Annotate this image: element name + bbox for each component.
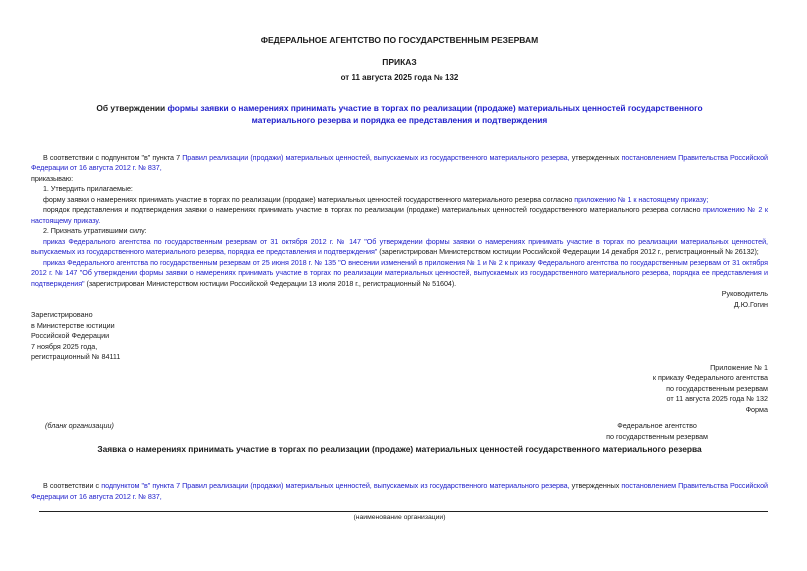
paragraph-item-1b: [31, 205, 768, 226]
order-subject: [31, 102, 768, 126]
signature-line: Руководитель: [721, 289, 768, 298]
paragraph-prikaz: [31, 174, 768, 185]
text-run: порядок представления и подтверждения заявки о намерениях принимать участие в торгах по реализации (продаже) материальных ценностей государственного материального резерва согласно: [43, 205, 704, 214]
signature-block: [31, 289, 768, 310]
form-agency-block: [606, 421, 708, 442]
doc-link[interactable]: приложению № 2 к настоящему приказу.: [31, 205, 768, 225]
text-run: утвержденных: [569, 152, 622, 162]
paragraph-item-2a: [31, 237, 768, 258]
form-header: [31, 421, 768, 442]
appendix-line: от 11 августа 2025 года № 132: [666, 394, 768, 403]
appendix-line: к приказу Федерального агентства: [652, 373, 768, 382]
paragraph-item-2b: [31, 258, 768, 290]
text-run: (зарегистрирован Министерством юстиции Российской Федерации 13 июля 2018 г., регистрационный № 51604).: [84, 278, 457, 288]
order-type: ПРИКАЗ: [382, 56, 417, 67]
text-run: В соответствии с: [43, 481, 102, 490]
doc-link[interactable]: приказ Федерального агентства по государственным резервам от 25 июня 2018 г. № 135 "О внесении изменений в приложения № 1 и № 2 к приказу Федерального агентства по государственным резервам от 31 октября 2012 г. № 147 "Об утверждении формы заявки о намерениях принимать участие в торгах по реализации материальных ценностей, выпускаемых из государственного материального резерва, порядка ее представления и подтверждения": [31, 257, 768, 288]
appendix-line: Приложение № 1: [710, 362, 768, 372]
org-name-underline: [39, 511, 768, 512]
text-run: утвержденных: [569, 481, 622, 490]
doc-link[interactable]: формы заявки о намерениях принимать участие в торгах по реализации (продаже) материальных ценностей государственного материального резерва и порядка ее представления и подтверждения: [167, 102, 703, 125]
registration-line: Российской Федерации: [31, 331, 110, 340]
doc-link[interactable]: Правил реализации (продажи) материальных ценностей, выпускаемых из государственного материального резерва,: [182, 152, 570, 162]
registration-line: в Министерстве юстиции: [31, 320, 115, 330]
blank-org-label: (бланк организации): [45, 421, 114, 430]
paragraph-legal-basis: [31, 153, 768, 174]
text-run: 1. Утвердить прилагаемые:: [43, 184, 133, 193]
agency-header: ФЕДЕРАЛЬНОЕ АГЕНТСТВО ПО ГОСУДАРСТВЕННЫМ РЕЗЕРВАМ: [260, 35, 539, 45]
doc-link[interactable]: приложению № 1 к настоящему приказу;: [574, 194, 709, 204]
doc-link[interactable]: постановлением Правительства Российской Федерации от 16 августа 2012 г. № 837,: [31, 152, 768, 172]
registration-line: Зарегистрировано: [31, 310, 93, 319]
doc-link[interactable]: подпунктом "в" пункта 7 Правил реализации (продажи) материальных ценностей, выпускаемых из государственного материального резерва,: [101, 481, 570, 490]
doc-link[interactable]: постановлением Правительства Российской Федерации от 16 августа 2012 г. № 837,: [31, 481, 768, 501]
appendix-line: по государственным резервам: [666, 383, 768, 393]
org-name-caption: (наименование организации): [353, 514, 446, 521]
appendix-block: [31, 363, 768, 416]
text-run: В соответствии с подпунктом "в" пункта 7: [43, 152, 183, 162]
appendix-line: Форма: [745, 404, 768, 414]
order-body: [31, 153, 768, 290]
text-run: Об утверждении: [96, 102, 168, 113]
text-run: (зарегистрирован Министерством юстиции Российской Федерации 14 декабря 2012 г., регистрационный № 26132);: [377, 247, 759, 256]
paragraph-item-1a: [31, 195, 768, 206]
form-agency-line: Федеральное агентство: [617, 421, 697, 430]
text-run: форму заявки о намерениях принимать участие в торгах по реализации (продаже) материальных ценностей государственного материального резерва согласно: [43, 194, 575, 204]
form-intro-paragraph: [31, 481, 768, 502]
text-run: 2. Признать утратившими силу:: [43, 226, 147, 235]
registration-line: регистрационный № 84111: [31, 352, 121, 361]
paragraph-item-2: [31, 226, 768, 237]
registration-block: [31, 310, 768, 363]
form-agency-line: по государственным резервам: [606, 431, 708, 441]
doc-link[interactable]: приказ Федерального агентства по государственным резервам от 31 октября 2012 г. № 147 "Об утверждении формы заявки о намерениях принимать участие в торгах по реализации материальных ценностей, выпускаемых из государственного материального резерва, порядка ее представления и подтверждения": [31, 236, 768, 256]
registration-line: 7 ноября 2025 года,: [31, 341, 98, 351]
order-date-number: от 11 августа 2025 года № 132: [340, 73, 459, 82]
paragraph-item-1: [31, 184, 768, 195]
signature-line: Д.Ю.Гогин: [733, 299, 768, 309]
text-run: приказываю:: [31, 173, 74, 183]
form-title: Заявка о намерениях принимать участие в торгах по реализации (продаже) материальных ценностей государственного материального резерва: [97, 444, 702, 454]
